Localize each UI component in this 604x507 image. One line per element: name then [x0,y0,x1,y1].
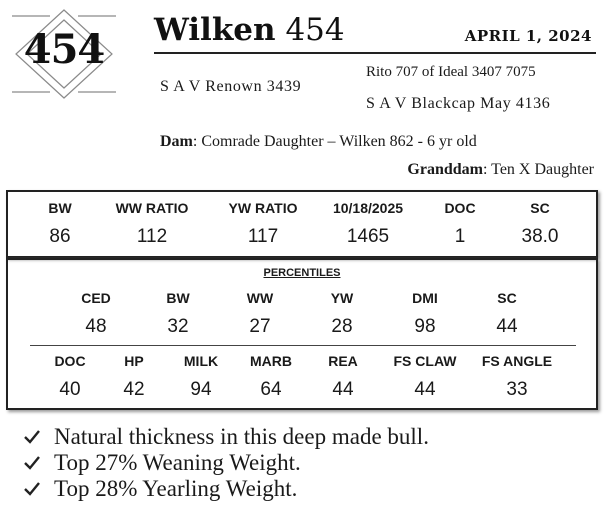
ratio-header-row [8,200,596,220]
percentile-header: DOC [54,353,86,369]
percentile-header: HP [124,353,144,369]
dam-value: : Comrade Daughter – Wilken 862 - 6 yr old [192,133,477,150]
percentile-header: MARB [250,353,292,369]
percentiles-header: PERCENTILES [263,267,341,279]
percentile-value: 64 [260,379,282,400]
percentile-header: FS ANGLE [481,353,553,369]
percentile-header: CED [81,290,111,306]
percentile-value: 40 [59,379,81,400]
granddam-value: : Ten X Daughter [483,161,594,178]
highlight-text: Natural thickness in this deep made bull. [54,424,429,449]
percentiles-divider [30,345,576,346]
ratio-value: 1 [454,226,466,247]
sire-sire: Rito 707 of Ideal 3407 7075 [366,64,536,80]
percentile-value: 27 [249,316,271,337]
percentiles-table [6,258,598,410]
percentile-value: 33 [506,379,528,400]
sire: S A V Renown 3439 [160,78,302,95]
sale-date: APRIL 1, 2024 [464,27,592,45]
percentile-header: SC [497,290,517,306]
ratio-value: 1465 [346,226,390,247]
percentile-value: 44 [496,316,518,337]
percentile-header: MILK [183,353,219,369]
sire-dam: S A V Blackcap May 4136 [366,95,551,112]
percentile-value: 98 [414,316,436,337]
percentile-value-row [8,316,596,336]
dam-line [160,133,477,151]
granddam-line [407,161,594,179]
title-divider [154,52,596,54]
ratio-value: 112 [136,226,168,247]
percentile-value: 28 [331,316,353,337]
ratio-header: DOC [444,200,476,216]
check-icon [24,482,40,496]
percentile-value: 44 [414,379,436,400]
check-icon [24,456,40,470]
percentile-header: YW [330,290,354,306]
animal-title [154,12,345,48]
ratio-value: 117 [247,226,279,247]
ratio-value: 86 [49,226,71,247]
percentile-value: 44 [332,379,354,400]
animal-name: Wilken [154,12,276,48]
percentile-value: 32 [167,316,189,337]
animal-tag: 454 [285,12,345,48]
percentile-header-row [8,290,596,310]
percentile-value-row [8,379,596,399]
percentile-value: 42 [123,379,145,400]
percentile-header: REA [328,353,358,369]
highlight-text: Top 28% Yearling Weight. [54,476,298,501]
percentile-header-row [8,353,596,373]
ratio-value-row [8,226,596,246]
percentile-value: 94 [190,379,212,400]
ratio-value: 38.0 [521,226,559,247]
ratio-header: SC [530,200,550,216]
lot-number: 454 [23,26,105,73]
highlight-text: Top 27% Weaning Weight. [54,450,301,475]
ratio-table [6,190,598,258]
ratio-header: WW RATIO [115,200,189,216]
check-icon [24,430,40,444]
granddam-label: Granddam [407,161,483,178]
ratio-header: 10/18/2025 [332,200,404,216]
ratio-header: YW RATIO [228,200,298,216]
percentile-header: BW [166,290,190,306]
percentile-header: DMI [412,290,438,306]
percentile-header: FS CLAW [393,353,457,369]
percentile-value: 48 [85,316,107,337]
percentile-header: WW [246,290,274,306]
ratio-header: BW [48,200,72,216]
lot-badge [12,8,116,100]
dam-label: Dam [160,133,193,150]
